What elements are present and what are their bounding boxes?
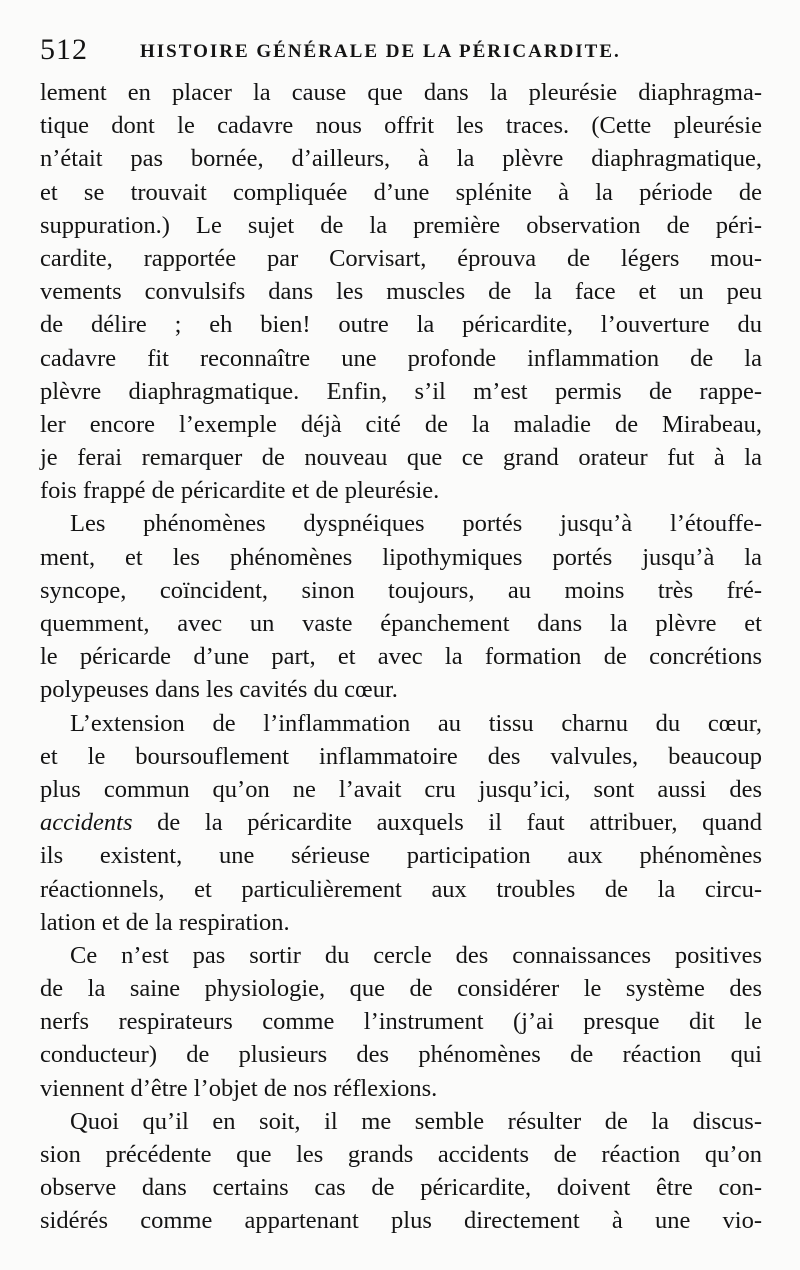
text-line-with-italic: [40, 806, 762, 839]
text-line: sidérés comme appartenant plus directement à une vio-: [40, 1207, 762, 1235]
italic-term: accidents: [40, 809, 133, 837]
text-line: viennent d’être l’objet de nos réflexions.: [40, 1074, 438, 1102]
text-line: vements convulsifs dans les muscles de la face et un peu: [40, 278, 762, 306]
text-line: n’était pas bornée, d’ailleurs, à la plèvre diaphragmatique,: [40, 145, 762, 173]
text-line: polypeuses dans les cavités du cœur.: [40, 676, 398, 704]
page-number: 512: [40, 33, 88, 66]
text-line: syncope, coïncident, sinon toujours, au moins très fré-: [40, 576, 762, 604]
text-line: et se trouvait compliquée d’une splénite à la période de: [40, 178, 762, 206]
text-line: fois frappé de péricardite et de pleurésie.: [40, 477, 440, 505]
text-line: lement en placer la cause que dans la pleurésie diaphragma-: [40, 79, 762, 106]
paragraph-start-line: Les phénomènes dyspnéiques portés jusqu’à l’étouffe-: [70, 510, 762, 538]
text-line: sion précédente que les grands accidents de réaction qu’on: [40, 1141, 762, 1168]
body-text: [40, 76, 762, 1238]
text-line: plus commun qu’on ne l’avait cru jusqu’ici, sont aussi des: [40, 775, 762, 803]
text-line: tique dont le cadavre nous offrit les traces. (Cette pleurésie: [40, 112, 762, 140]
text-line: cadavre fit reconnaître une profonde inflammation de la: [40, 344, 762, 372]
text-line: ils existent, une sérieuse participation aux phénomènes: [40, 842, 762, 870]
text-line: suppuration.) Le sujet de la première observation de péri-: [40, 211, 762, 239]
line-rest: de la péricardite auxquels il faut attribuer, quand: [157, 809, 762, 837]
text-line: je ferai remarquer de nouveau que ce grand orateur fut à la: [40, 444, 762, 472]
text-line: réactionnels, et particulièrement aux troubles de la circu-: [40, 875, 762, 903]
text-line: cardite, rapportée par Corvisart, éprouva de légers mou-: [40, 244, 762, 272]
text-line: ment, et les phénomènes lipothymiques portés jusqu’à la: [40, 543, 762, 571]
text-line: le péricarde d’une part, et avec la formation de concrétions: [40, 643, 762, 671]
text-line: ler encore l’exemple déjà cité de la maladie de Mirabeau,: [40, 410, 762, 438]
text-line: observe dans certains cas de péricardite, doivent être con-: [40, 1174, 762, 1202]
paragraph-start-line: Ce n’est pas sortir du cercle des connaissances positives: [70, 941, 762, 969]
text-line: lation et de la respiration.: [40, 908, 290, 936]
running-head: HISTOIRE GÉNÉRALE DE LA PÉRICARDITE.: [140, 41, 621, 62]
text-line: de délire ; eh bien! outre la péricardite, l’ouverture du: [40, 311, 762, 339]
page-header: [40, 30, 780, 70]
text-line: nerfs respirateurs comme l’instrument (j’ai presque dit le: [40, 1008, 762, 1036]
text-line: quemment, avec un vaste épanchement dans la plèvre et: [40, 610, 762, 637]
text-line: de la saine physiologie, que de considérer le système des: [40, 975, 762, 1003]
paragraph-start-line: L’extension de l’inflammation au tissu charnu du cœur,: [70, 709, 762, 737]
text-line: conducteur) de plusieurs des phénomènes de réaction qui: [40, 1041, 762, 1069]
text-line: plèvre diaphragmatique. Enfin, s’il m’est permis de rappe-: [40, 377, 762, 405]
paragraph-start-line: Quoi qu’il en soit, il me semble résulter de la discus-: [70, 1107, 762, 1135]
text-line: et le boursouflement inflammatoire des valvules, beaucoup: [40, 742, 762, 770]
